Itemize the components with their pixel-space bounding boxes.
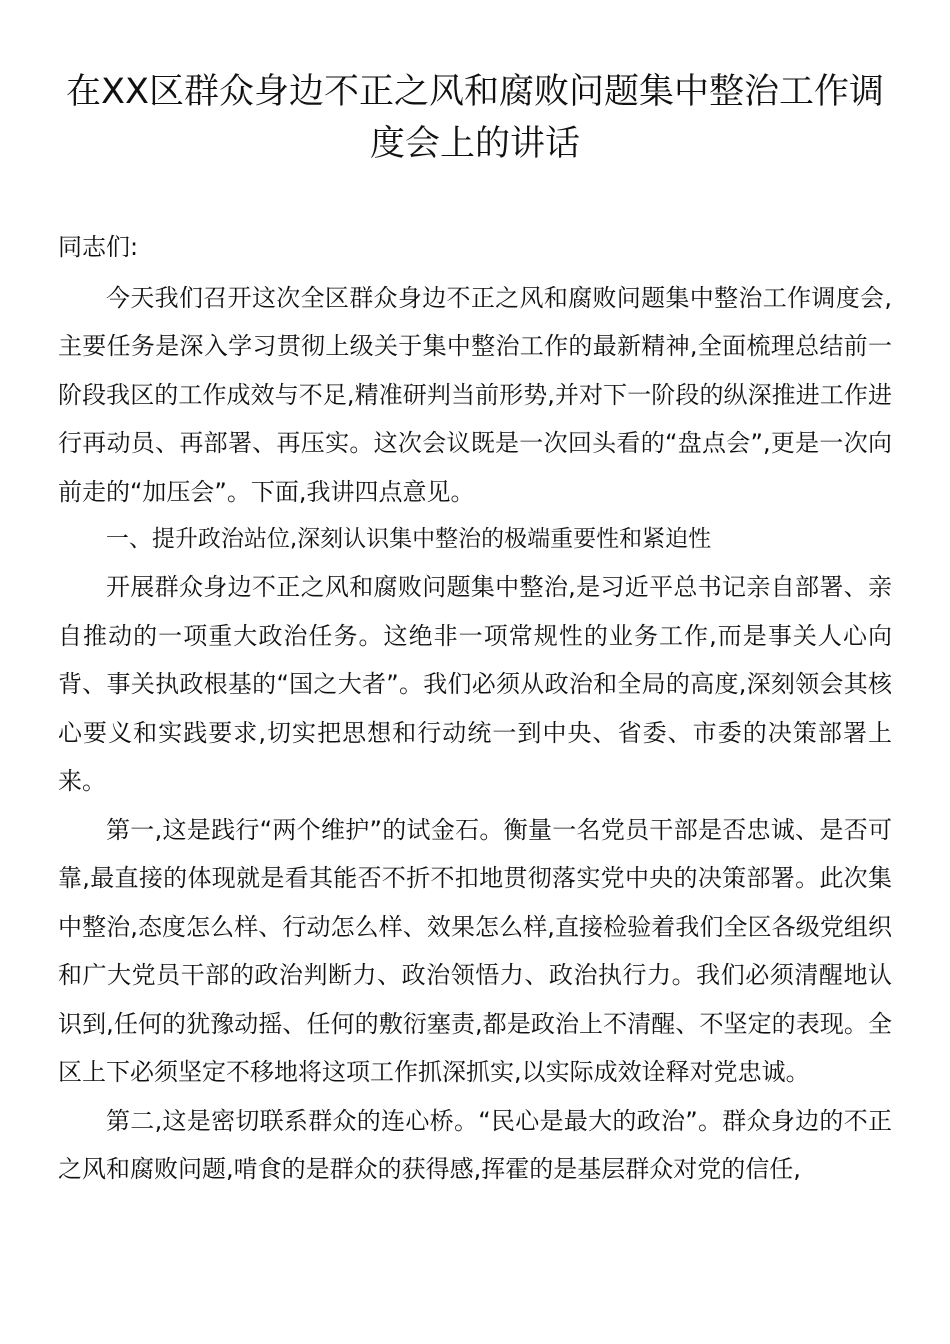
document-title: 在XX区群众身边不正之风和腐败问题集中整治工作调度会上的讲话 [66, 72, 884, 164]
opening-paragraph: 今天我们召开这次全区群众身边不正之风和腐败问题集中整治工作调度会,主要任务是深入学习贯彻上级关于集中整治工作的最新精神,全面梳理总结前一阶段我区的工作成效与不足,精准研判当前形势,并对下一阶段的纵深推进工作进行再动员、再部署、再压实。这次会议既是一次回头看的“盘点会”,更是一次向前走的“加压会”。下面,我讲四点意见。 [58, 283, 892, 506]
body-paragraph: 开展群众身边不正之风和腐败问题集中整治,是习近平总书记亲自部署、亲自推动的一项重大政治任务。这绝非一项常规性的业务工作,而是事关人心向背、事关执政根基的“国之大者”。我们必须从政治和全局的高度,深刻领会其核心要义和实践要求,切实把思想和行动统一到中央、省委、市委的决策部署上来。 [58, 573, 892, 795]
body-paragraph: 第二,这是密切联系群众的连心桥。“民心是最大的政治”。群众身边的不正之风和腐败问题,啃食的是群众的获得感,挥霍的是基层群众对党的信任, [58, 1106, 892, 1183]
document-body [58, 223, 892, 1194]
greeting: 同志们: [58, 233, 139, 261]
body-paragraph: 第一,这是践行“两个维护”的试金石。衡量一名党员干部是否忠诚、是否可靠,最直接的体现就是看其能否不折不扣地贯彻落实党中央的决策部署。此次集中整治,态度怎么样、行动怎么样、效果怎么样,直接检验着我们全区各级党组织和广大党员干部的政治判断力、政治领悟力、政治执行力。我们必须清醒地认识到,任何的犹豫动摇、任何的敷衍塞责,都是政治上不清醒、不坚定的表现。全区上下必须坚定不移地将这项工作抓深抓实,以实际成效诠释对党忠诚。 [58, 815, 892, 1086]
section-heading-one: 一、提升政治站位,深刻认识集中整治的极端重要性和紧迫性 [105, 526, 712, 552]
